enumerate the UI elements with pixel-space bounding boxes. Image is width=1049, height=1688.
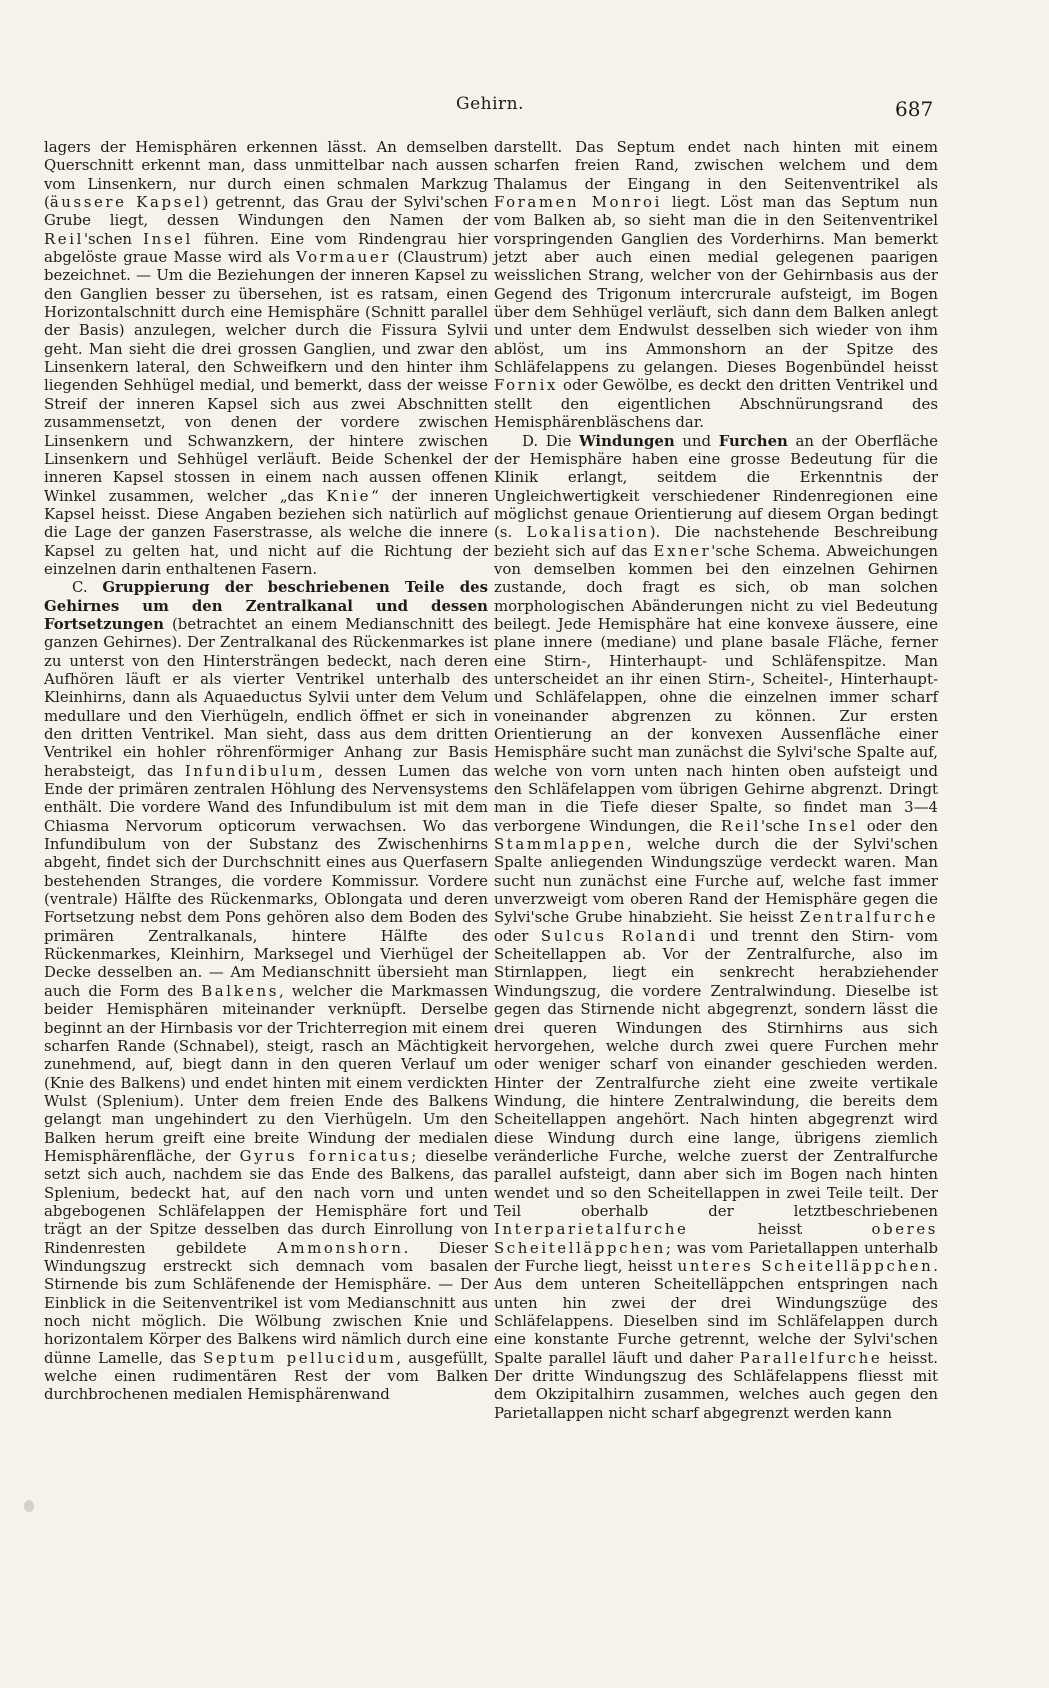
left-column <box>44 138 488 1404</box>
paragraph-section-d: D. Die Windungen und Furchen an der Oberfläche der Hemisphäre haben eine grosse Bedeutung für die Klinik erlangt, seitdem die Erkenntnis der Ungleichwertigkeit verschiedener Rindenregionen eine möglichst genaue Orientierung auf diesem Organ bedingt (s. Lokalisation). Die nachstehende Beschreibung bezieht sich auf das Exner'sche Schema. Abweichungen von demselben kommen bei den einzelnen Gehirnen zustande, doch fragt es sich, ob man solchen morphologischen Abänderungen nicht zu viel Bedeutung beilegt. Jede Hemisphäre hat eine konvexe äussere, eine plane innere (mediane) und plane basale Fläche, ferner eine Stirn-, Hinterhaupt- und Schläfenspitze. Man unterscheidet an ihr einen Stirn-, Scheitel-, Hinterhaupt- und Schläfelappen, ohne die einzelnen immer scharf voneinander abgrenzen zu können. Zur ersten Orientierung an der konvexen Aussenfläche einer Hemisphäre sucht man zunächst die Sylvi'sche Spalte auf, welche von vorn unten nach hinten oben aufsteigt und den Schläfelappen vom übrigen Gehirne abgrenzt. Dringt man in die Tiefe dieser Spalte, so findet man 3—4 verborgene Windungen, die Reil'sche Insel oder den Stammlappen, welche durch die der Sylvi'schen Spalte anliegenden Windungszüge verdeckt waren. Man sucht nun zunächst eine Furche auf, welche fast immer unverzweigt vom oberen Rand der Hemisphäre gegen die Sylvi'sche Grube hinabzieht. Sie heisst Zentralfurche oder Sulcus Rolandi und trennt den Stirn- vom Scheitellappen ab. Vor der Zentralfurche, also im Stirnlappen, liegt ein senkrecht herabziehender Windungszug, die vordere Zentralwindung. Dieselbe ist gegen das Stirnende nicht abgegrenzt, sondern lässt die drei queren Windungen des Stirnhirns aus sich hervorgehen, welche durch zwei quere Furchen mehr oder weniger scharf von einander geschieden werden. Hinter der Zentralfurche zieht eine zweite vertikale Windung, die hintere Zentralwindung, die bereits dem Scheitellappen angehört. Nach hinten abgegrenzt wird diese Windung durch eine lange, übrigens ziemlich veränderliche Furche, welche zuerst der Zentralfurche parallel aufsteigt, dann aber sich im Bogen nach hinten wendet und so den Scheitellappen in zwei Teile teilt. Der Teil oberhalb der letztbeschriebenen Interparietalfurche heisst oberes Scheitelläppchen; was vom Parietallappen unterhalb der Furche liegt, heisst unteres Scheitelläppchen. Aus dem unteren Scheitelläppchen entspringen nach unten hin zwei der drei Windungszüge des Schläfelappens. Dieselben sind im Schläfelappen durch eine konstante Furche getrennt, welche der Sylvi'schen Spalte parallel läuft und daher Parallelfurche heisst. Der dritte Windungszug des Schläfelappens fliesst mit dem Okzipitalhirn zusammen, welches auch gegen den Parietallappen nicht scharf abgegrenzt werden kann <box>494 431 939 1422</box>
paragraph-internal-capsule: lagers der Hemisphären erkennen lässt. An demselben Querschnitt erkennt man, dass unmittelbar nach aussen vom Linsenkern, nur durch einen schmalen Markzug (äussere Kapsel) getrennt, das Grau der Sylvi'schen Grube liegt, dessen Windungen den Namen der Reil'schen Insel führen. Eine vom Rindengrau hier abgelöste graue Masse wird als Vormauer (Claustrum) bezeichnet. — Um die Beziehungen der inneren Kapsel zu den Ganglien besser zu übersehen, ist es ratsam, einen Horizontalschnitt durch eine Hemisphäre (Schnitt parallel der Basis) anzulegen, welcher durch die Fissura Sylvii geht. Man sieht die drei grossen Ganglien, und zwar den Linsenkern lateral, den Schweifkern und den hinter ihm liegenden Sehhügel medial, und bemerkt, dass der weisse Streif der inneren Kapsel sich aus zwei Abschnitten zusammensetzt, von denen der vordere zwischen Linsenkern und Schwanzkern, der hintere zwischen Linsenkern und Sehhügel verläuft. Beide Schenkel der inneren Kapsel stossen in einem nach aussen offenen Winkel zusammen, welcher „das Knie“ der inneren Kapsel heisst. Diese Angaben beziehen sich natürlich auf die Lage der ganzen Faserstrasse, als welche die innere Kapsel zu gelten hat, und nicht auf die Richtung der einzelnen darin enthaltenen Fasern. <box>44 138 488 578</box>
page-number: 687 <box>895 97 934 121</box>
paragraph-septum-fornix: darstellt. Das Septum endet nach hinten mit einem scharfen freien Rand, zwischen welchem und dem Thalamus der Eingang in den Seitenventrikel als Foramen Monroi liegt. Löst man das Septum nun vom Balken ab, so sieht man die in den Seitenventrikel vorspringenden Ganglien des Vorderhirns. Man bemerkt jetzt aber auch einen medial gelegenen paarigen weisslichen Strang, welcher von der Gehirnbasis aus der Gegend des Trigonum intercrurale aufsteigt, im Bogen über dem Sehhügel verläuft, sich dann dem Balken anlegt und unter dem Endwulst desselben sich wieder von ihm ablöst, um ins Ammonshorn an der Spitze des Schläfelappens zu gelangen. Dieses Bogenbündel heisst Fornix oder Gewölbe, es deckt den dritten Ventrikel und stellt den eigentlichen Abschnürungsrand des Hemisphärenbläschens dar. <box>494 138 938 432</box>
running-head: Gehirn. <box>456 94 525 114</box>
section-c-heading: Gruppierung der beschriebenen Teile des Gehirnes um den Zentralkanal und dessen Fortsetzungen <box>44 578 488 633</box>
section-d-heading-furchen: Furchen <box>718 431 788 450</box>
paper-stain <box>24 1500 34 1512</box>
paragraph-section-c: C. Gruppierung der beschriebenen Teile des Gehirnes um den Zentralkanal und dessen Fortsetzungen (betrachtet an einem Medianschnitt des ganzen Gehirnes). Der Zentralkanal des Rückenmarkes ist zu unterst von den Hintersträngen bedeckt, nach deren Aufhören läuft er als vierter Ventrikel unterhalb des Kleinhirns, dann als Aquaeductus Sylvii unter dem Velum medullare und den Vierhügeln, endlich öffnet er sich in den dritten Ventrikel. Man sieht, dass aus dem dritten Ventrikel ein hohler röhrenförmiger Anhang zur Basis herabsteigt, das Infundibulum, dessen Lumen das Ende der primären zentralen Höhlung des Nervensystems enthält. Die vordere Wand des Infundibulum ist mit dem Chiasma Nervorum opticorum verwachsen. Wo das Infundibulum von der Substanz des Zwischenhirns abgeht, findet sich der Durchschnitt eines aus Querfasern bestehenden Stranges, die vordere Kommissur. Vordere (ventrale) Hälfte des Rückenmarks, Oblongata und deren Fortsetzung nebst dem Pons gehören also dem Boden des primären Zentralkanals, hintere Hälfte des Rückenmarkes, Kleinhirn, Marksegel und Vierhügel der Decke desselben an. — Am Medianschnitt übersieht man auch die Form des Balkens, welcher die Markmassen beider Hemisphären miteinander verknüpft. Derselbe beginnt an der Hirnbasis vor der Trichterregion mit einem scharfen Rande (Schnabel), steigt, rasch an Mächtigkeit zunehmend, auf, biegt dann in den queren Verlauf um (Knie des Balkens) und endet hinten mit einem verdickten Wulst (Splenium). Unter dem freien Ende des Balkens gelangt man ungehindert zu den Vierhügeln. Um den Balken herum greift eine breite Windung der medialen Hemisphärenfläche, der Gyrus fornicatus; dieselbe setzt sich auch, nachdem sie das Ende des Balkens, das Splenium, bedeckt hat, auf den nach vorn und unten abgebogenen Schläfelappen der Hemisphäre fort und trägt an der Spitze desselben das durch Einrollung von Rindenresten gebildete Ammonshorn. Dieser Windungszug erstreckt sich demnach vom basalen Stirnende bis zum Schläfenende der Hemisphäre. — Der Einblick in die Seitenventrikel ist vom Medianschnitt aus noch nicht möglich. Die Wölbung zwischen Knie und horizontalem Körper des Balkens wird nämlich durch eine dünne Lamelle, das Septum pellucidum, ausgefüllt, welche einen rudimentären Rest der vom Balken durchbrochenen medialen Hemisphärenwand <box>44 578 489 1404</box>
right-column <box>494 138 938 1422</box>
section-d-heading-windungen: Windungen <box>578 431 675 450</box>
